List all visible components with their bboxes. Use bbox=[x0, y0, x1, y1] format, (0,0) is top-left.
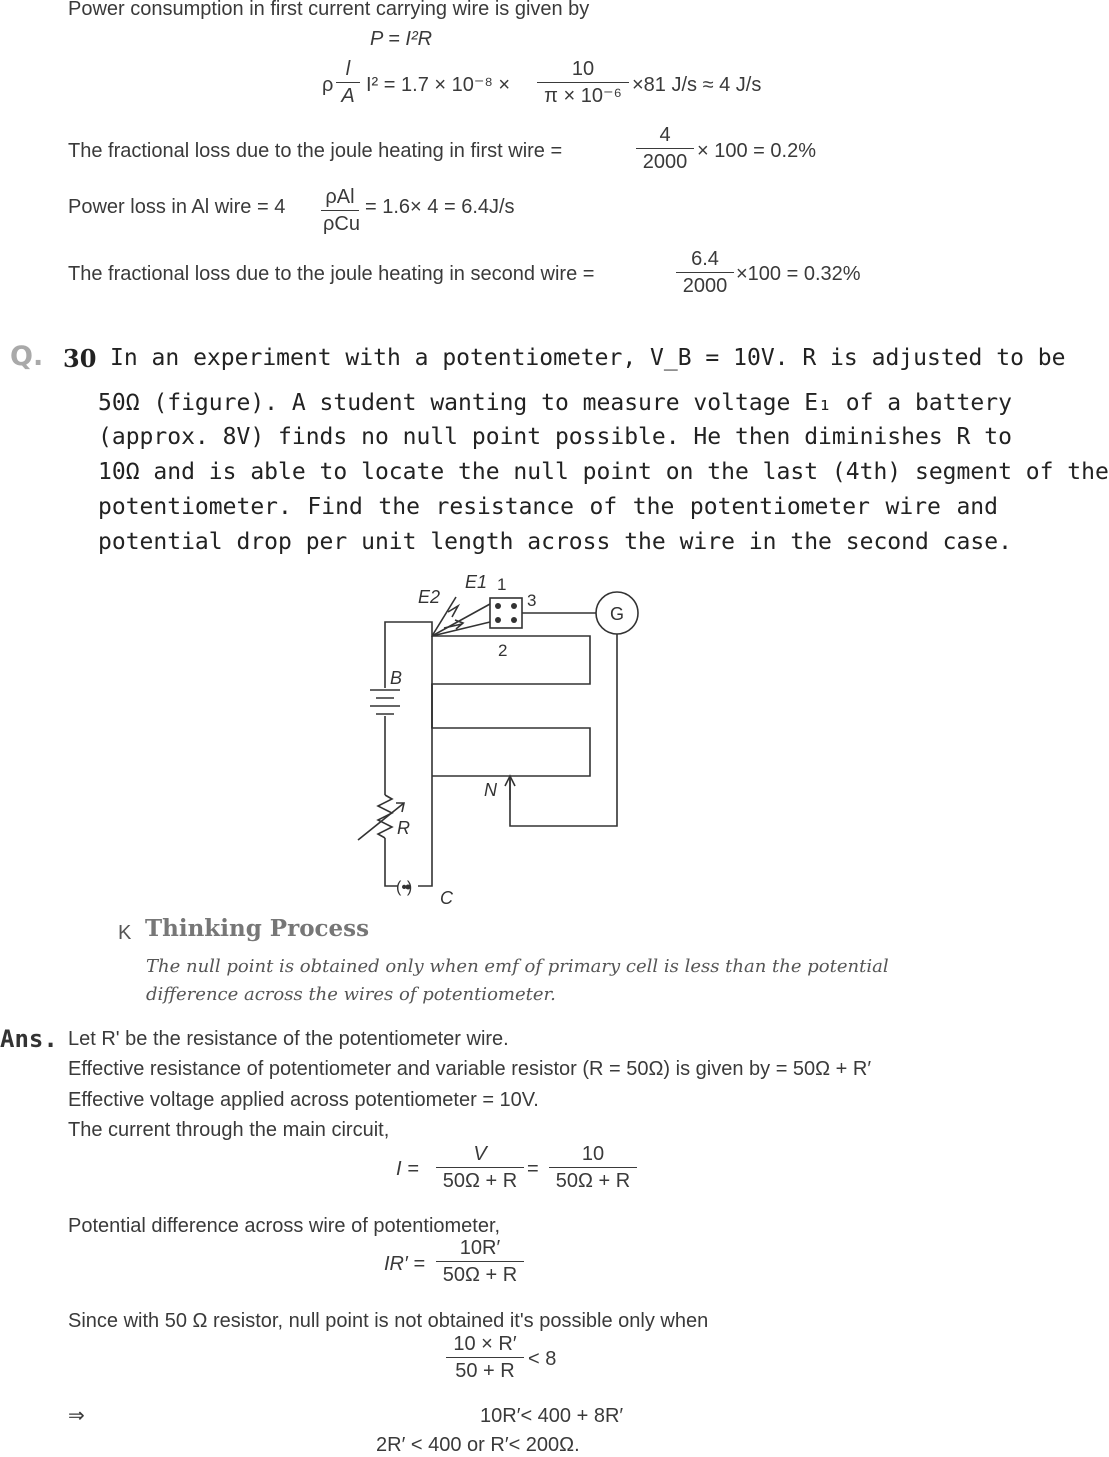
text-power-loss-al-result: = 1.6× 4 = 6.4J/s bbox=[365, 196, 515, 218]
answer-line-1: Let R' be the resistance of the potentiometer wire. bbox=[68, 1028, 509, 1050]
fraction-denominator: 2000 bbox=[676, 272, 734, 298]
equation-ir-lhs: IR′ = bbox=[384, 1253, 425, 1275]
potentiometer-wire bbox=[432, 636, 590, 776]
question-number: 30 bbox=[63, 344, 97, 373]
fraction-numerator: ρAl bbox=[325, 186, 355, 208]
fraction-v-over-r bbox=[436, 1143, 524, 1193]
inequality-rest: < 8 bbox=[528, 1348, 557, 1370]
thinking-process-line-2: difference across the wires of potentiometer. bbox=[146, 984, 556, 1005]
key-terminal-4 bbox=[511, 617, 517, 623]
fraction-inequality bbox=[446, 1333, 524, 1383]
equation-power-result: ×81 J/s ≈ 4 J/s bbox=[632, 74, 762, 96]
fraction-denominator: π × 10⁻⁶ bbox=[537, 82, 629, 108]
fraction-10r-over-r bbox=[436, 1237, 524, 1287]
question-line-6: potential drop per unit length across the wire in the second case. bbox=[98, 529, 1012, 555]
fraction-denominator: A bbox=[336, 82, 360, 108]
key-terminal-3 bbox=[511, 603, 517, 609]
question-line-4: 10Ω and is able to locate the null point on the last (4th) segment of the bbox=[98, 459, 1109, 485]
inequality-step-3: 2R′ < 400 or R′< 200Ω. bbox=[376, 1434, 580, 1456]
fraction-numerator: 10 bbox=[571, 58, 595, 80]
fraction-4-over-2000 bbox=[636, 124, 694, 174]
equation-power-value: I² = 1.7 × 10⁻⁸ × bbox=[366, 74, 511, 96]
question-mark-label: Q. bbox=[10, 341, 44, 372]
wire-to-potentiometer bbox=[418, 636, 432, 886]
answer-label: Ans. bbox=[0, 1025, 58, 1053]
question-line-3: (approx. 8V) finds no null point possible. He then diminishes R to bbox=[98, 424, 1012, 450]
equation-power: P = I²R bbox=[370, 28, 433, 50]
e1-lead bbox=[432, 604, 490, 636]
text-power-loss-al: Power loss in Al wire = 4 bbox=[68, 196, 286, 218]
label-e1: E1 bbox=[465, 572, 488, 592]
label-jockey-n: N bbox=[484, 780, 497, 800]
thinking-process-heading: Thinking Process bbox=[145, 915, 370, 942]
text-fractional-loss-second: The fractional loss due to the joule heating in second wire = bbox=[68, 263, 595, 285]
label-terminal-1: 1 bbox=[497, 575, 507, 594]
label-terminal-3: 3 bbox=[527, 591, 537, 610]
fraction-numerator: 6.4 bbox=[691, 248, 719, 270]
fraction-numerator: V bbox=[473, 1143, 487, 1165]
question-line-2: 50Ω (figure). A student wanting to measure voltage E₁ of a battery bbox=[98, 390, 1012, 416]
fraction-l-over-a bbox=[336, 58, 360, 108]
fraction-numerator: 10R′ bbox=[459, 1237, 501, 1259]
label-battery: B bbox=[390, 668, 403, 688]
fraction-numerator: 10 × R′ bbox=[453, 1333, 517, 1355]
thinking-process-icon: K bbox=[118, 922, 132, 944]
fraction-numerator: l bbox=[345, 58, 351, 80]
key-terminal-2 bbox=[495, 617, 501, 623]
equation-current-equals: = bbox=[527, 1158, 539, 1180]
thinking-process-line-1: The null point is obtained only when emf of primary cell is less than the potential bbox=[146, 956, 889, 977]
fraction-denominator: ρCu bbox=[321, 210, 359, 236]
potentiometer-circuit-diagram bbox=[340, 565, 680, 915]
answer-line-2: Effective resistance of potentiometer and variable resistor (R = 50Ω) is given by = 50Ω + R′ bbox=[68, 1058, 872, 1080]
answer-line-3: Effective voltage applied across potentiometer = 10V. bbox=[68, 1089, 539, 1111]
fraction-denominator: 50 + R bbox=[446, 1357, 524, 1383]
question-line-5: potentiometer. Find the resistance of the potentiometer wire and bbox=[98, 494, 998, 520]
text-fractional-loss-first: The fractional loss due to the joule heating in first wire = bbox=[68, 140, 563, 162]
fraction-denominator: 50Ω + R bbox=[436, 1167, 524, 1193]
equation-current-lhs: I = bbox=[396, 1158, 419, 1180]
label-galvanometer: G bbox=[610, 604, 625, 624]
label-e2: E2 bbox=[418, 587, 441, 607]
two-way-key bbox=[490, 598, 522, 628]
label-key: (•) bbox=[396, 879, 413, 896]
key-terminal-1 bbox=[495, 603, 501, 609]
label-rheostat: R bbox=[397, 818, 410, 838]
text-power-consumption: Power consumption in first current carrying wire is given by bbox=[68, 0, 590, 20]
rho-symbol: ρ bbox=[322, 74, 334, 96]
text-fractional-loss-second-result: ×100 = 0.32% bbox=[736, 263, 861, 285]
answer-line-6: Since with 50 Ω resistor, null point is not obtained it's possible only when bbox=[68, 1310, 709, 1332]
fraction-10-over-r bbox=[549, 1143, 637, 1193]
rheostat-zigzag bbox=[378, 795, 392, 838]
fraction-10-over-pi bbox=[537, 58, 629, 108]
fraction-denominator: 50Ω + R bbox=[436, 1261, 524, 1287]
implies-symbol: ⇒ bbox=[68, 1405, 85, 1427]
question-line-1: In an experiment with a potentiometer, V_B = 10V. R is adjusted to be bbox=[110, 345, 1066, 371]
jockey-wire bbox=[510, 634, 617, 826]
label-c: C bbox=[440, 888, 453, 908]
fraction-numerator: 10 bbox=[581, 1143, 605, 1165]
text-fractional-loss-first-result: × 100 = 0.2% bbox=[697, 140, 816, 162]
inequality-step-2: 10R′< 400 + 8R′ bbox=[480, 1405, 624, 1427]
label-terminal-2: 2 bbox=[498, 641, 508, 660]
answer-line-5: Potential difference across wire of potentiometer, bbox=[68, 1215, 501, 1237]
answer-line-4: The current through the main circuit, bbox=[68, 1119, 390, 1141]
fraction-denominator: 50Ω + R bbox=[549, 1167, 637, 1193]
fraction-rho-al-over-rho-cu bbox=[321, 186, 359, 236]
fraction-6.4-over-2000 bbox=[676, 248, 734, 298]
fraction-denominator: 2000 bbox=[636, 148, 694, 174]
fraction-numerator: 4 bbox=[659, 124, 671, 146]
